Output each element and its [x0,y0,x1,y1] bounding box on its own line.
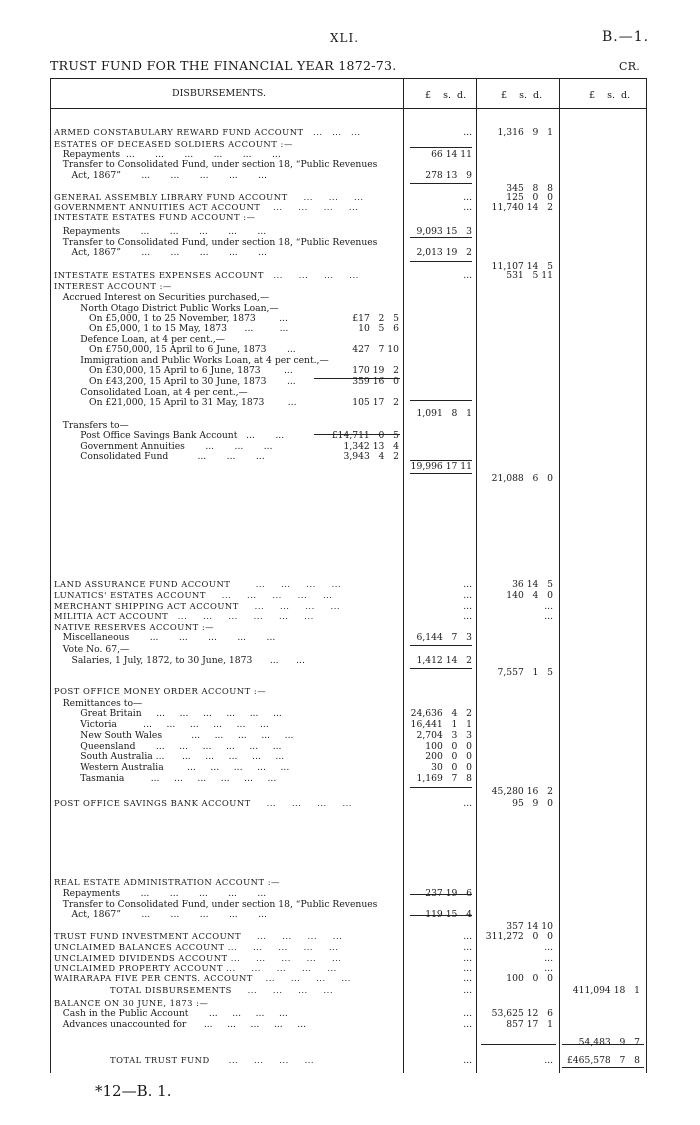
amount-c2: ... [544,1055,553,1066]
table-left-rule [50,78,51,1073]
row-label: GOVERNMENT ANNUITIES ACT ACCOUNT ... ... ... ... [54,202,359,212]
column-rule-2 [476,78,477,1073]
amount-c1: 24,636 4 2 [410,708,472,719]
row-label: Transfer to Consolidated Fund, under section 18, “Public Revenues [54,159,378,170]
amount-c1: ... [463,942,472,953]
amount-c0: 3,943 4 2 [343,451,399,462]
subtotal-rule [410,183,472,184]
row-label: NATIVE RESERVES ACCOUNT :— [54,622,215,632]
amount-c0: 10 5 6 [358,323,399,334]
amount-c1: 119 15 4 [425,909,472,920]
amount-c2: 357 14 10 [506,921,553,932]
subtotal-rule [410,147,472,148]
row-label: On £43,200, 15 April to 30 June, 1873 ... [54,376,296,387]
table-header-rule [50,108,647,109]
amount-c1: ... [463,1019,472,1030]
amount-c0: £17 2 5 [352,313,399,324]
amount-c2: 140 4 0 [506,590,553,601]
amount-c2: 1,316 9 1 [497,127,553,138]
amount-c1: ... [463,931,472,942]
row-label: UNCLAIMED DIVIDENDS ACCOUNT ... ... ... ... ... [54,953,342,963]
row-label: MERCHANT SHIPPING ACT ACCOUNT ... ... ... ... [54,601,341,611]
row-label: LUNATICS' ESTATES ACCOUNT ... ... ... ... ... [54,590,333,600]
row-label: Salaries, 1 July, 1872, to 30 June, 1873 ... ... [54,655,305,666]
amount-c3: 54,483 9 7 [578,1037,640,1048]
row-label: Tasmania ... ... ... ... ... ... [54,773,277,784]
amount-c2: 857 17 1 [506,1019,553,1030]
row-label: GENERAL ASSEMBLY LIBRARY FUND ACCOUNT ... ... ... [54,192,364,202]
amount-c1: 6,144 7 3 [416,632,472,643]
amount-c1: 237 19 6 [425,888,472,899]
amount-c2: ... [544,611,553,622]
amount-c2: 100 0 0 [506,973,553,984]
amount-c1: 19,996 17 11 [410,461,472,472]
row-label: Transfer to Consolidated Fund, under section 18, “Public Revenues [54,237,378,248]
row-label: TRUST FUND INVESTMENT ACCOUNT ... ... ... ... [54,931,343,941]
row-label: Great Britain ... ... ... ... ... ... [54,708,282,719]
row-label: Act, 1867” ... ... ... ... ... [54,170,267,181]
row-label: Government Annuities ... ... ... [54,441,273,452]
subtotal-rule [410,400,472,401]
amount-c1: ... [463,192,472,203]
row-label: Consolidated Fund ... ... ... [54,451,265,462]
amount-c1: 1,412 14 2 [416,655,472,666]
amount-c1: ... [463,798,472,809]
row-label: Repayments ... ... ... ... ... [54,226,267,237]
amount-c2: 125 0 0 [506,192,553,203]
subtotal-rule [410,668,472,669]
row-label: On £30,000, 15 April to 6 June, 1873 ... [54,365,293,376]
amount-c1: 30 0 0 [431,762,472,773]
row-label: New South Wales ... ... ... ... ... [54,730,294,741]
credit-side-label: CR. [619,60,641,73]
row-label: INTESTATE ESTATES FUND ACCOUNT :— [54,212,256,222]
row-label: Miscellaneous ... ... ... ... ... [54,632,276,643]
page-number: XLI. [330,31,360,45]
row-label: MILITIA ACT ACCOUNT ... ... ... ... ... ... [54,611,314,621]
amount-c1: ... [463,590,472,601]
row-label: POST OFFICE MONEY ORDER ACCOUNT :— [54,686,267,696]
subtotal-rule [410,261,472,262]
total-rule [562,1067,644,1068]
row-label: On £750,000, 15 April to 6 June, 1873 ... [54,344,296,355]
amount-c2: ... [544,601,553,612]
row-label: On £5,000, 1 to 25 November, 1873 ... [54,313,288,324]
row-label: Remittances to— [54,698,143,709]
amount-c1: ... [463,611,472,622]
amount-c2: 45,280 16 2 [491,786,553,797]
amount-c2: 21,088 6 0 [491,473,553,484]
amount-c0: £14,711 0 5 [331,430,399,441]
amount-c2: 345 8 8 [506,183,553,194]
amount-c1: ... [463,601,472,612]
row-label: Western Australia ... ... ... ... ... [54,762,290,773]
amount-c3: £465,578 7 8 [566,1055,640,1066]
column-rule-3 [559,78,560,1073]
subtotal-rule [410,473,472,474]
amount-c1: 16,441 1 1 [410,719,472,730]
amount-c0: 105 17 2 [352,397,399,408]
amount-c2: 95 9 0 [512,798,553,809]
section-heading: DISBURSEMENTS. [172,88,266,99]
row-label: Transfers to— [54,420,129,431]
amount-c2: 7,557 1 5 [497,667,553,678]
row-label: TOTAL DISBURSEMENTS ... ... ... ... [110,985,334,995]
amount-c1: ... [463,1008,472,1019]
column-unit-1: £ s. d. [425,90,467,101]
row-label: South Australia ... ... ... ... ... ... [54,751,285,762]
table-top-rule [50,78,647,79]
row-label: Defence Loan, at 4 per cent.,— [54,334,225,345]
row-label: Act, 1867” ... ... ... ... ... [54,909,267,920]
row-label: TOTAL TRUST FUND ... ... ... ... [110,1055,315,1065]
amount-c2: 531 5 11 [506,270,553,281]
amount-c2: 11,740 14 2 [491,202,553,213]
row-label: Vote No. 67,— [54,644,130,655]
row-label: On £5,000, 1 to 15 May, 1873 ... ... [54,323,289,334]
amount-c2: ... [544,942,553,953]
subtotal-rule [410,787,472,788]
amount-c1: 9,093 15 3 [416,226,472,237]
amount-c1: ... [463,270,472,281]
row-label: Act, 1867” ... ... ... ... ... [54,247,267,258]
amount-c1: 66 14 11 [431,149,472,160]
row-label: Repayments ... ... ... ... ... ... [54,149,281,160]
amount-c2: ... [544,953,553,964]
amount-c1: 100 0 0 [425,741,472,752]
amount-c2: ... [544,963,553,974]
row-label: Consolidated Loan, at 4 per cent.,— [54,387,248,398]
row-label: LAND ASSURANCE FUND ACCOUNT ... ... ... ... [54,579,342,589]
table-right-rule [646,78,647,1073]
amount-c2: 36 14 5 [512,579,553,590]
row-label: WAIRARAPA FIVE PER CENTS. ACCOUNT ... ... ... ... [54,973,351,983]
amount-c1: ... [463,953,472,964]
column-unit-2: £ s. d. [501,90,543,101]
row-label: ARMED CONSTABULARY REWARD FUND ACCOUNT ... ... ... [54,127,361,137]
row-label: UNCLAIMED PROPERTY ACCOUNT ... ... ... ... ... [54,963,337,973]
column-unit-3: £ s. d. [589,90,631,101]
row-label: Transfer to Consolidated Fund, under section 18, “Public Revenues [54,899,378,910]
page-footer-reference: *12—B. 1. [95,1082,172,1100]
amount-c1: ... [463,973,472,984]
row-label: Victoria ... ... ... ... ... ... [54,719,269,730]
row-label: On £21,000, 15 April to 31 May, 1873 ... [54,397,297,408]
amount-c1: ... [463,127,472,138]
row-label: Immigration and Public Works Loan, at 4 per cent.,— [54,355,329,366]
amount-c1: 2,704 3 3 [416,730,472,741]
document-reference: B.—1. [602,29,650,45]
amount-c0: 359 16 0 [352,376,399,387]
amount-c1: 2,013 19 2 [416,247,472,258]
row-label: Repayments ... ... ... ... ... [54,888,267,899]
amount-c1: 1,169 7 8 [416,773,472,784]
row-label: POST OFFICE SAVINGS BANK ACCOUNT ... ... ... ... [54,798,352,808]
column-rule-1 [403,78,404,1073]
amount-c1: ... [463,963,472,974]
row-label: Cash in the Public Account ... ... ... ... [54,1008,288,1019]
row-label: North Otago District Public Works Loan,— [54,303,279,314]
amount-c3: 411,094 18 1 [572,985,640,996]
row-label: INTEREST ACCOUNT :— [54,281,172,291]
amount-c2: 11,107 14 5 [491,261,553,272]
row-label: Queensland ... ... ... ... ... ... [54,741,282,752]
subtotal-rule [410,237,472,238]
amount-c0: 1,342 13 4 [343,441,399,452]
amount-c0: 427 7 10 [352,344,399,355]
amount-c1: ... [463,579,472,590]
row-label: INTESTATE ESTATES EXPENSES ACCOUNT ... ... ... ... [54,270,359,280]
page-title: TRUST FUND FOR THE FINANCIAL YEAR 1872-73. [50,58,397,73]
amount-c1: 1,091 8 1 [416,408,472,419]
amount-c1: ... [463,202,472,213]
row-label: UNCLAIMED BALANCES ACCOUNT ... ... ... ... ... [54,942,339,952]
subtotal-rule [410,645,472,646]
amount-c2: 311,272 0 0 [485,931,553,942]
amount-c1: 200 0 0 [425,751,472,762]
row-label: REAL ESTATE ADMINISTRATION ACCOUNT :— [54,877,280,887]
amount-c1: ... [463,1055,472,1066]
row-label: Advances unaccounted for ... ... ... ... ... [54,1019,307,1030]
amount-c1: 278 13 9 [425,170,472,181]
amount-c2: 53,625 12 6 [491,1008,553,1019]
row-label: Accrued Interest on Securities purchased,— [54,292,270,303]
row-label: Post Office Savings Bank Account ... ... [54,430,285,441]
amount-c0: 170 19 2 [352,365,399,376]
subtotal-rule [481,1044,556,1045]
row-label: ESTATES OF DECEASED SOLDIERS ACCOUNT :— [54,139,293,149]
row-label: BALANCE ON 30 JUNE, 1873 :— [54,998,209,1008]
amount-c1: ... [463,985,472,996]
